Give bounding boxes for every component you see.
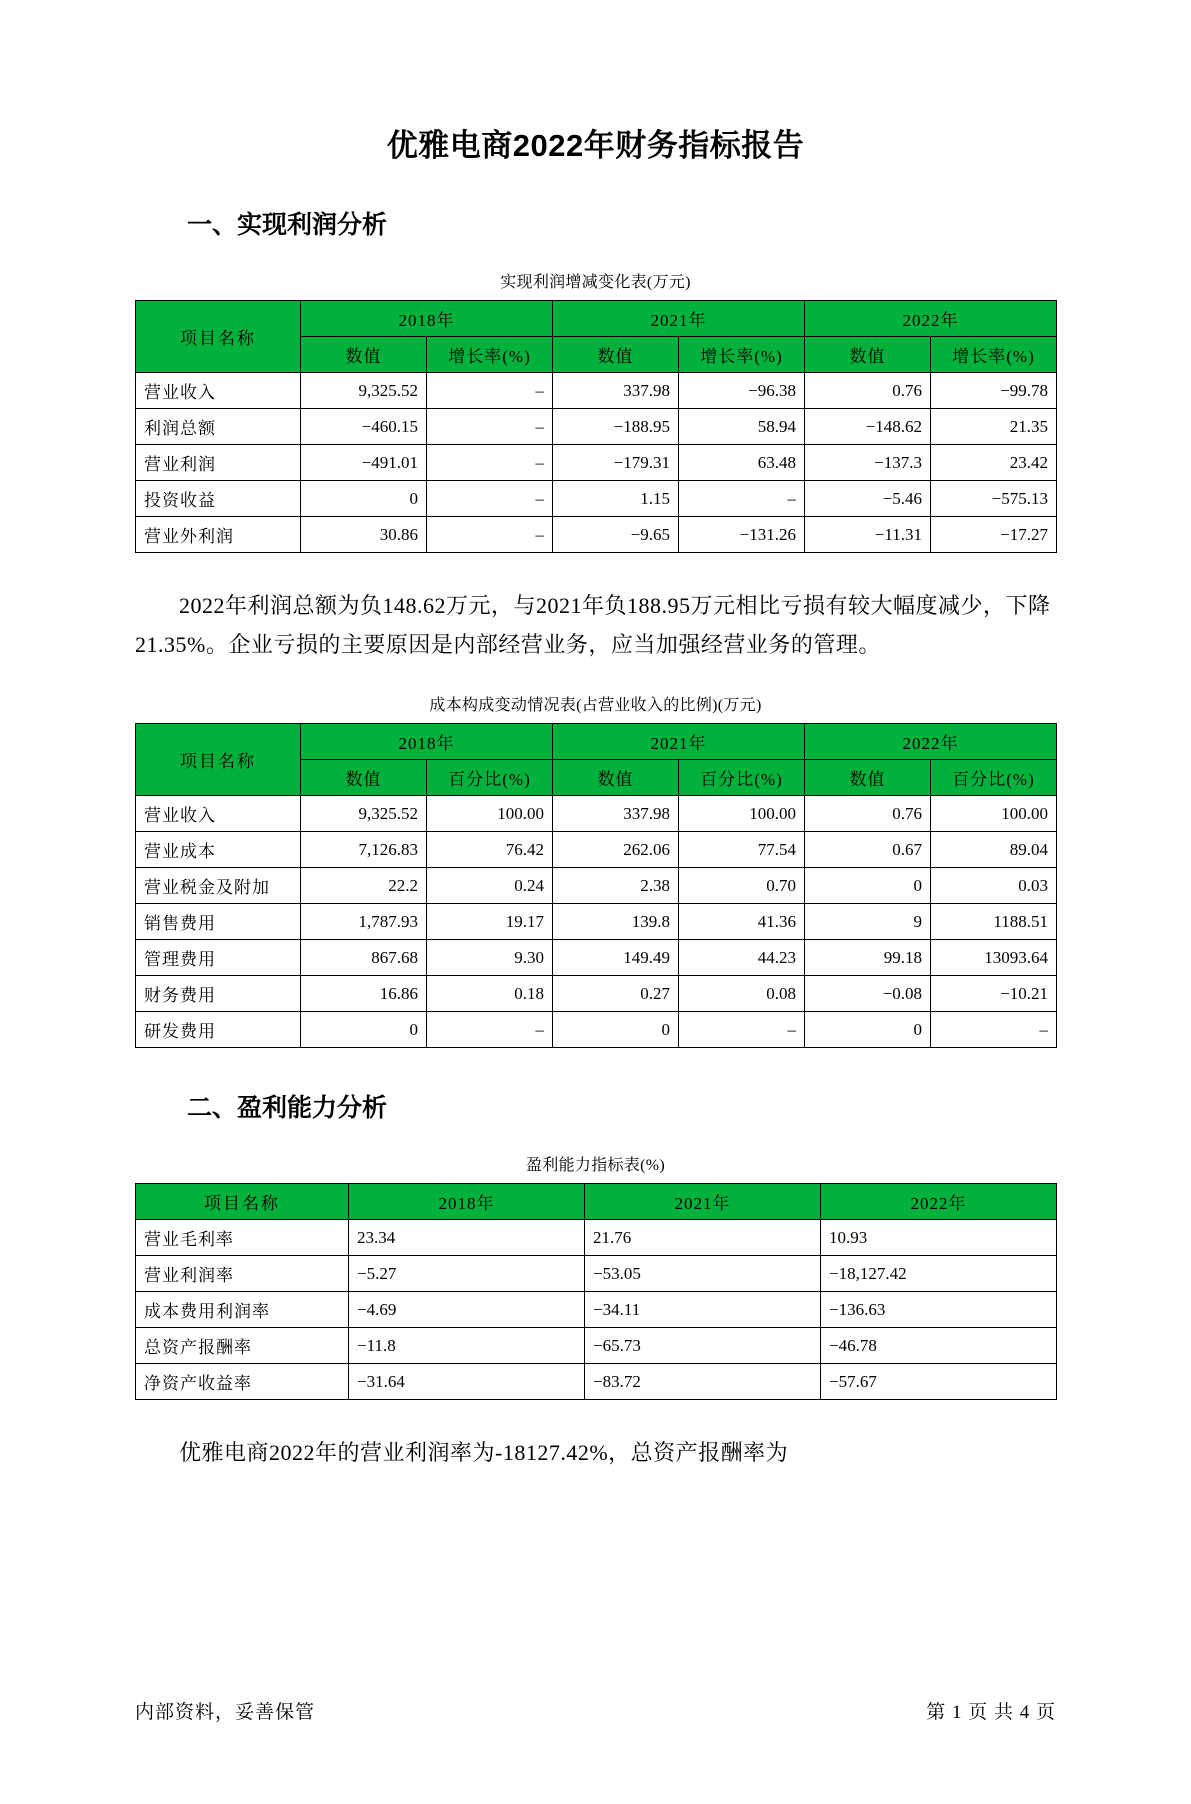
cell-value: 23.34 [349,1220,585,1256]
col-header-year-2018: 2018年 [349,1184,585,1220]
table-header-row [136,1184,1057,1220]
cell-value: −5.27 [349,1256,585,1292]
cell-value: 100.00 [931,796,1057,832]
row-label: 营业外利润 [136,517,301,553]
col-header-year-2022: 2022年 [821,1184,1057,1220]
page-footer [135,1697,1056,1724]
col-header-year-2021: 2021年 [553,301,805,337]
table-row [136,868,1057,904]
cell-value: 0.76 [805,796,931,832]
cell-value: 41.36 [679,904,805,940]
cell-value: 0.08 [679,976,805,1012]
cell-value: – [427,445,553,481]
cell-value: 0 [301,481,427,517]
cell-value: 23.42 [931,445,1057,481]
row-label: 研发费用 [136,1012,301,1048]
cell-value: 0.76 [805,373,931,409]
cell-value: 1.15 [553,481,679,517]
cell-value: 89.04 [931,832,1057,868]
cell-value: 58.94 [679,409,805,445]
cell-value: −136.63 [821,1292,1057,1328]
cell-value: 0.70 [679,868,805,904]
col-header-growth-2021: 增长率(%) [679,337,805,373]
row-label: 销售费用 [136,904,301,940]
row-label: 总资产报酬率 [136,1328,349,1364]
table-row [136,1256,1057,1292]
col-header-year-2018: 2018年 [301,301,553,337]
cell-value: 2.38 [553,868,679,904]
table-row [136,796,1057,832]
cell-value: – [427,517,553,553]
page-title: 优雅电商2022年财务指标报告 [386,128,805,163]
cell-value: −131.26 [679,517,805,553]
table-row [136,373,1057,409]
cell-value: −11.31 [805,517,931,553]
table-row [136,1220,1057,1256]
cell-value: 76.42 [427,832,553,868]
cell-value: −31.64 [349,1364,585,1400]
cell-value: 1,787.93 [301,904,427,940]
col-header-item-name: 项目名称 [136,301,301,373]
col-header-value-2018: 数值 [301,760,427,796]
col-header-percent-2018: 百分比(%) [427,760,553,796]
cell-value: 0 [301,1012,427,1048]
cell-value: 139.8 [553,904,679,940]
cell-value: −53.05 [585,1256,821,1292]
cell-value: −9.65 [553,517,679,553]
cell-value: −10.21 [931,976,1057,1012]
col-header-item-name: 项目名称 [136,724,301,796]
table-row [136,1364,1057,1400]
paragraph-profitability-intro: 优雅电商2022年的营业利润率为-18127.42%，总资产报酬率为 [179,1440,789,1465]
cell-value: −18,127.42 [821,1256,1057,1292]
col-header-year-2022: 2022年 [805,301,1057,337]
row-label: 营业毛利率 [136,1220,349,1256]
table-row [136,445,1057,481]
table-header-row-top [136,724,1057,760]
col-header-year-2018: 2018年 [301,724,553,760]
footer-page-number: 第 1 页 共 4 页 [926,1702,1056,1723]
table-caption-cost-structure: 成本构成变动情况表(占营业收入的比例)(万元) [429,697,762,714]
col-header-percent-2022: 百分比(%) [931,760,1057,796]
col-header-item-name: 项目名称 [136,1184,349,1220]
cell-value: 9.30 [427,940,553,976]
cell-value: – [931,1012,1057,1048]
table-cost-structure [135,723,1057,1048]
cell-value: 7,126.83 [301,832,427,868]
row-label: 营业利润率 [136,1256,349,1292]
cell-value: −491.01 [301,445,427,481]
col-header-year-2021: 2021年 [585,1184,821,1220]
table-profitability [135,1183,1057,1400]
cell-value: 30.86 [301,517,427,553]
table-row [136,940,1057,976]
cell-value: 0.24 [427,868,553,904]
paragraph-profit-analysis: 2022年利润总额为负148.62万元，与2021年负188.95万元相比亏损有较大幅度减少，下降21.35%。企业亏损的主要原因是内部经营业务，应当加强经营业务的管理。 [135,593,1051,657]
col-header-value-2021: 数值 [553,760,679,796]
table-profit-change [135,300,1057,553]
table-row [136,976,1057,1012]
cell-value: −83.72 [585,1364,821,1400]
cell-value: 10.93 [821,1220,1057,1256]
cell-value: 867.68 [301,940,427,976]
cell-value: 100.00 [427,796,553,832]
cell-value: 0 [805,868,931,904]
cell-value: 9,325.52 [301,796,427,832]
cell-value: 44.23 [679,940,805,976]
section-heading-profitability: 二、盈利能力分析 [187,1094,388,1122]
row-label: 营业税金及附加 [136,868,301,904]
col-header-percent-2021: 百分比(%) [679,760,805,796]
section-heading-profit: 一、实现利润分析 [187,211,388,239]
cell-value: −460.15 [301,409,427,445]
col-header-year-2021: 2021年 [553,724,805,760]
cell-value: −96.38 [679,373,805,409]
cell-value: 63.48 [679,445,805,481]
cell-value: 337.98 [553,796,679,832]
cell-value: −0.08 [805,976,931,1012]
row-label: 管理费用 [136,940,301,976]
table-row [136,904,1057,940]
cell-value: 21.76 [585,1220,821,1256]
row-label: 净资产收益率 [136,1364,349,1400]
cell-value: 19.17 [427,904,553,940]
table-header-row-top [136,301,1057,337]
cell-value: 337.98 [553,373,679,409]
cell-value: −34.11 [585,1292,821,1328]
cell-value: −99.78 [931,373,1057,409]
cell-value: 0 [805,1012,931,1048]
table-row [136,1328,1057,1364]
cell-value: −17.27 [931,517,1057,553]
cell-value: 0.18 [427,976,553,1012]
col-header-value-2021: 数值 [553,337,679,373]
row-label: 营业成本 [136,832,301,868]
row-label: 财务费用 [136,976,301,1012]
cell-value: −5.46 [805,481,931,517]
cell-value: 77.54 [679,832,805,868]
table-row [136,1292,1057,1328]
cell-value: −148.62 [805,409,931,445]
cell-value: 0 [553,1012,679,1048]
footer-left-text: 内部资料，妥善保管 [135,1702,316,1723]
document-page [0,120,1191,1804]
table-row [136,481,1057,517]
cell-value: 99.18 [805,940,931,976]
row-label: 利润总额 [136,409,301,445]
cell-value: −179.31 [553,445,679,481]
cell-value: 21.35 [931,409,1057,445]
col-header-value-2018: 数值 [301,337,427,373]
table-row [136,517,1057,553]
cell-value: – [427,373,553,409]
row-label: 投资收益 [136,481,301,517]
col-header-year-2022: 2022年 [805,724,1057,760]
cell-value: 0.67 [805,832,931,868]
cell-value: 1188.51 [931,904,1057,940]
cell-value: 16.86 [301,976,427,1012]
cell-value: – [427,409,553,445]
col-header-growth-2018: 增长率(%) [427,337,553,373]
cell-value: – [427,1012,553,1048]
cell-value: 0.03 [931,868,1057,904]
cell-value: 100.00 [679,796,805,832]
cell-value: −57.67 [821,1364,1057,1400]
cell-value: 262.06 [553,832,679,868]
table-caption-profitability: 盈利能力指标表(%) [526,1157,665,1174]
cell-value: 9,325.52 [301,373,427,409]
cell-value: −137.3 [805,445,931,481]
row-label: 营业收入 [136,373,301,409]
col-header-value-2022: 数值 [805,760,931,796]
cell-value: 13093.64 [931,940,1057,976]
cell-value: 22.2 [301,868,427,904]
cell-value: −575.13 [931,481,1057,517]
cell-value: – [679,1012,805,1048]
cell-value: −11.8 [349,1328,585,1364]
cell-value: – [427,481,553,517]
cell-value: – [679,481,805,517]
cell-value: 9 [805,904,931,940]
table-row [136,409,1057,445]
row-label: 营业利润 [136,445,301,481]
table-row [136,1012,1057,1048]
cell-value: 149.49 [553,940,679,976]
col-header-value-2022: 数值 [805,337,931,373]
row-label: 成本费用利润率 [136,1292,349,1328]
cell-value: −4.69 [349,1292,585,1328]
table-row [136,832,1057,868]
row-label: 营业收入 [136,796,301,832]
cell-value: −188.95 [553,409,679,445]
table-caption-profit-change: 实现利润增减变化表(万元) [500,274,691,291]
cell-value: 0.27 [553,976,679,1012]
col-header-growth-2022: 增长率(%) [931,337,1057,373]
cell-value: −46.78 [821,1328,1057,1364]
cell-value: −65.73 [585,1328,821,1364]
